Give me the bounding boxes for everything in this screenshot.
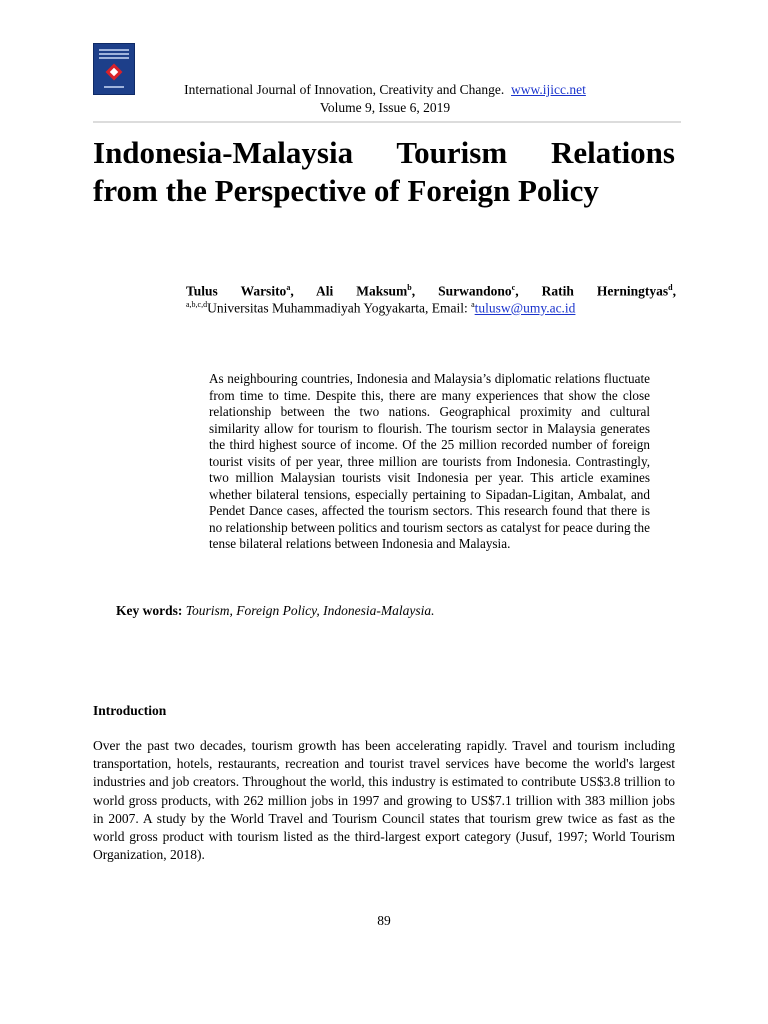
introduction-paragraph: Over the past two decades, tourism growth has been accelerating rapidly. Travel and tourism including transportation, hotels, restaurants, recreation and tourist travel services have become the world's largest industries and job creators. Throughout the world, this industry is estimated to contribute US$3.8 trillion to world gross products, with 262 million jobs in 1997 and growing to US$7.1 trillion with 383 million jobs in 2007. A study by the World Travel and Tourism Council states that tourism grew twice as fast as the world gross product with tourism listed as the third-largest export category (Jusuf, 1997; World Tourism Organization, 2018). <box>93 738 675 863</box>
journal-logo-icon <box>106 64 123 81</box>
author-name: Tulus Warsito <box>186 283 287 299</box>
journal-name: International Journal of Innovation, Creativity and Change. <box>184 82 505 97</box>
author-mark: d <box>668 283 673 292</box>
header-divider <box>93 121 681 123</box>
paper-title: Indonesia-Malaysia Tourism Relations from the Perspective of Foreign Policy <box>93 135 675 208</box>
author-name: Ali Maksum <box>315 283 408 299</box>
affiliation-marks: a,b,c,d <box>186 300 208 309</box>
author-mark: c <box>511 283 516 292</box>
abstract: As neighbouring countries, Indonesia and Malaysia’s diplomatic relations fluctuate from time to time. Despite this, there are many experiences that show the close relationship between the two nations. Geographical proximity and cultural similarity allow for tourism to flourish. The tourism sector in Malaysia generates the third highest source of income. Of the 25 million recorded number of foreign tourist visits of per year, three million are tourists from Indonesia. Contrastingly, two million Malaysian tourists visit Indonesia per year. This article examines whether bilateral tensions, especially pertaining to Sipadan-Ligitan, Ambalat, and Pendet Dance cases, affected the tourism sectors. This research found that there is no relationship between politics and tourism sectors as catalyst for peace during the tense bilateral relations between Indonesia and Malaysia. <box>209 371 650 551</box>
keywords <box>116 602 676 619</box>
author-mark: b <box>407 283 412 292</box>
author-name: Ratih Herningtyas <box>541 283 669 299</box>
page-number: 89 <box>377 913 391 928</box>
cover-title-lines <box>99 49 129 61</box>
journal-url-link[interactable]: www.ijicc.net <box>511 82 586 97</box>
author-mark: a <box>286 283 291 292</box>
volume-issue: Volume 9, Issue 6, 2019 <box>319 100 451 115</box>
section-heading-introduction: Introduction <box>93 703 167 718</box>
author-name: Surwandono <box>438 283 512 299</box>
author-email-link[interactable]: tulusw@umy.ac.id <box>474 300 576 316</box>
journal-header <box>93 81 677 117</box>
affiliation-text: Universitas Muhammadiyah Yogyakarta, Email: <box>207 300 472 316</box>
journal-header-line <box>93 81 677 99</box>
email-mark: a <box>471 300 475 309</box>
author-list: Tulus Warsito$^a$, Ali Maksum$^b$, Surwandono$^c$, Ratih Herningtyas$^d$, <box>186 283 676 299</box>
affiliation <box>186 296 676 317</box>
keywords-values: Tourism, Foreign Policy, Indonesia-Malaysia. <box>185 603 435 618</box>
keywords-label: Key words: <box>116 603 183 618</box>
